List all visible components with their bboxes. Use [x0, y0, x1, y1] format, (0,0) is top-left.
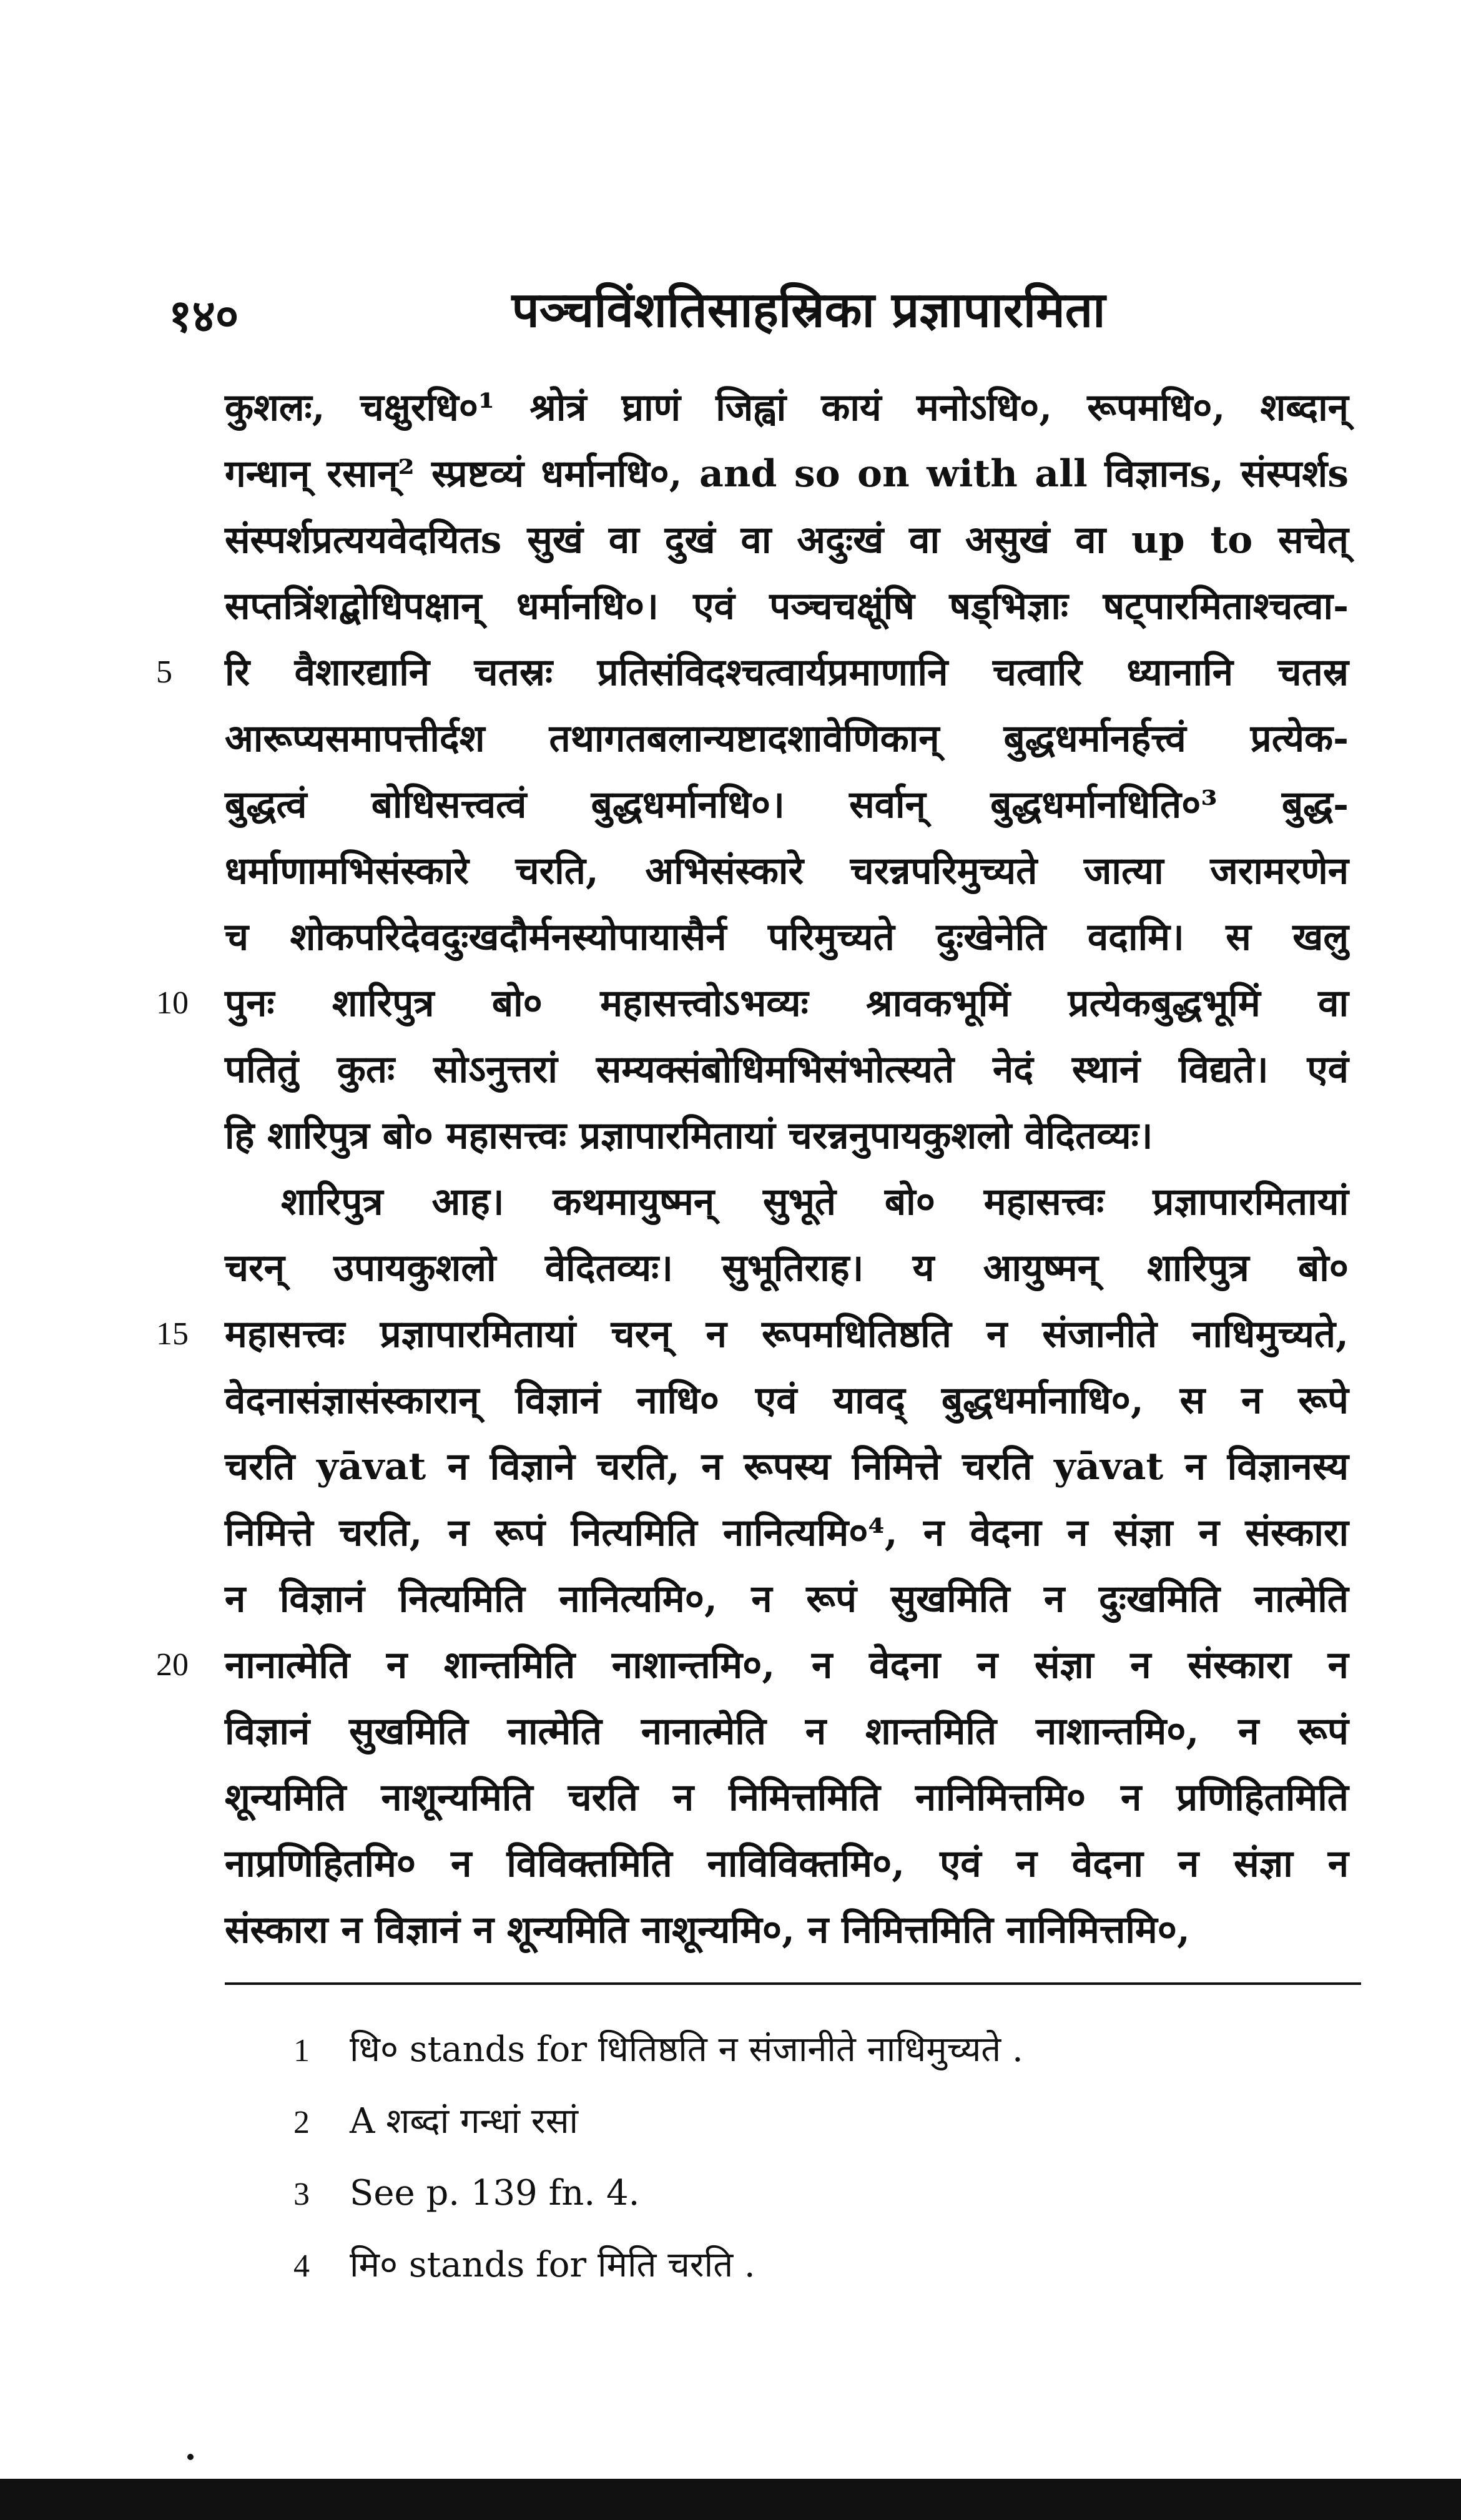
text-line: च शोकपरिदेवदुःखदौर्मनस्योपायासैर्न परिमुच्यते दुःखेनेति वदामि। स खलु — [225, 915, 1349, 959]
footnote-number: 1 — [293, 2033, 310, 2069]
text-line: वेदनासंज्ञासंस्कारान् विज्ञानं नाधि० एवं यावद् बुद्धधर्मानाधि०, स न रूपे — [225, 1379, 1349, 1422]
line-number: 5 — [156, 654, 172, 690]
text-line: बुद्धत्वं बोधिसत्त्वत्वं बुद्धधर्मानधि०। सर्वान् बुद्धधर्मानधिति०³ बुद्ध- — [225, 783, 1349, 827]
line-number: 20 — [156, 1647, 189, 1683]
line-number: 10 — [156, 985, 189, 1021]
footnote — [293, 2014, 1292, 2085]
text-line: 20 नानात्मेति न शान्तमिति नाशान्तमि०, न वेदना न संज्ञा न संस्कारा न — [225, 1632, 1349, 1698]
footnote — [293, 2157, 1292, 2229]
text-line: निमित्ते चरति, न रूपं नित्यमिति नानित्यमि०⁴, न वेदना न संज्ञा न संस्कारा — [225, 1511, 1349, 1555]
page-header — [0, 268, 1461, 356]
footnotes — [293, 2014, 1292, 2301]
text-line: संस्कारा न विज्ञानं न शून्यमिति नाशून्यमि०, न निमित्तमिति नानिमित्तमि०, — [225, 1908, 1190, 1952]
text-line: चरति yāvat न विज्ञाने चरति, न रूपस्य निमित्ते चरति yāvat न विज्ञानस्य — [225, 1445, 1349, 1489]
text-line: न विज्ञानं नित्यमिति नानित्यमि०, न रूपं सुखमिति न दुःखमिति नात्मेति — [225, 1577, 1349, 1621]
scan-speck — [187, 2454, 194, 2460]
text-line: पतितुं कुतः सोऽनुत्तरां सम्यक्संबोधिमभिसंभोत्स्यते नेदं स्थानं विद्यते। एवं — [225, 1048, 1349, 1091]
footnote-text: See p. 139 fn. 4. — [350, 2173, 640, 2213]
footnote-text: मि० stands for मिति चरति . — [350, 2245, 755, 2285]
text-line: 5 रि वैशारद्यानि चतस्रः प्रतिसंविदश्चत्वार्यप्रमाणानि चत्वारि ध्यानानि चतस्र — [225, 639, 1349, 706]
footnote-text: धि० stands for धितिष्ठति न संजानीते नाधिमुच्यते . — [350, 2029, 1023, 2070]
text-line: चरन् उपायकुशलो वेदितव्यः। सुभूतिराह। य आयुष्मन् शारिपुत्र बो० — [225, 1246, 1349, 1290]
text-line: संस्पर्शप्रत्ययवेदयितs सुखं वा दुखं वा अदुःखं वा असुखं वा up to सचेत् — [225, 518, 1349, 562]
footnote-divider — [225, 1982, 1361, 1985]
page-number: १४० — [169, 289, 239, 342]
running-title: पञ्चविंशतिसाहस्रिका प्रज्ञापारमिता — [511, 282, 1106, 338]
text-line: आरूप्यसमापत्तीर्दश तथागतबलान्यष्टादशावेणिकान् बुद्धधर्मानर्हत्त्वं प्रत्येक- — [225, 717, 1349, 760]
main-text-block — [156, 375, 1349, 1963]
footnote-number: 2 — [293, 2105, 310, 2140]
text-line: सप्तत्रिंशद्बोधिपक्षान् धर्मानधि०। एवं पञ्चचक्षूंषि षड्भिज्ञाः षट्पारमिताश्चत्वा- — [225, 584, 1349, 628]
footnote — [293, 2085, 1292, 2157]
text-line: हि शारिपुत्र बो० महासत्त्वः प्रज्ञापारमितायां चरन्ननुपायकुशलो वेदितव्यः। — [225, 1114, 1153, 1158]
footnote — [293, 2229, 1292, 2301]
text-line: गन्धान् रसान्² स्प्रष्टव्यं धर्मानधि०, and so on with all विज्ञानs, संस्पर्शs — [225, 452, 1349, 496]
text-line: नाप्रणिहितमि० न विविक्तमिति नाविविक्तमि०, एवं न वेदना न संज्ञा न — [225, 1842, 1349, 1886]
text-line: कुशलः, चक्षुरधि०¹ श्रोत्रं घ्राणं जिह्वां कायं मनोऽधि०, रूपमधि०, शब्दान् — [225, 386, 1349, 430]
footnote-number: 4 — [293, 2248, 310, 2284]
text-line: शून्यमिति नाशून्यमिति चरति न निमित्तमिति नानिमित्तमि० न प्रणिहितमिति — [225, 1776, 1349, 1819]
scan-bottom-edge — [0, 2479, 1461, 2520]
text-line: धर्माणामभिसंस्कारे चरति, अभिसंस्कारे चरन्नपरिमुच्यते जात्या जरामरणेन — [225, 849, 1349, 893]
text-line: 15 महासत्त्वः प्रज्ञापारमितायां चरन् न रूपमधितिष्ठति न संजानीते नाधिमुच्यते, — [225, 1301, 1349, 1367]
footnote-number: 3 — [293, 2177, 310, 2212]
footnote-text: A शब्दां गन्धां रसां — [350, 2101, 579, 2142]
text-line: विज्ञानं सुखमिति नात्मेति नानात्मेति न शान्तमिति नाशान्तमि०, न रूपं — [225, 1710, 1349, 1753]
text-line: शारिपुत्र आह। कथमायुष्मन् सुभूते बो० महासत्त्वः प्रज्ञापारमितायां — [281, 1180, 1349, 1224]
text-line: 10 पुनः शारिपुत्र बो० महासत्त्वोऽभव्यः श्रावकभूमिं प्रत्येकबुद्धभूमिं वा — [225, 970, 1349, 1036]
line-number: 15 — [156, 1316, 189, 1352]
